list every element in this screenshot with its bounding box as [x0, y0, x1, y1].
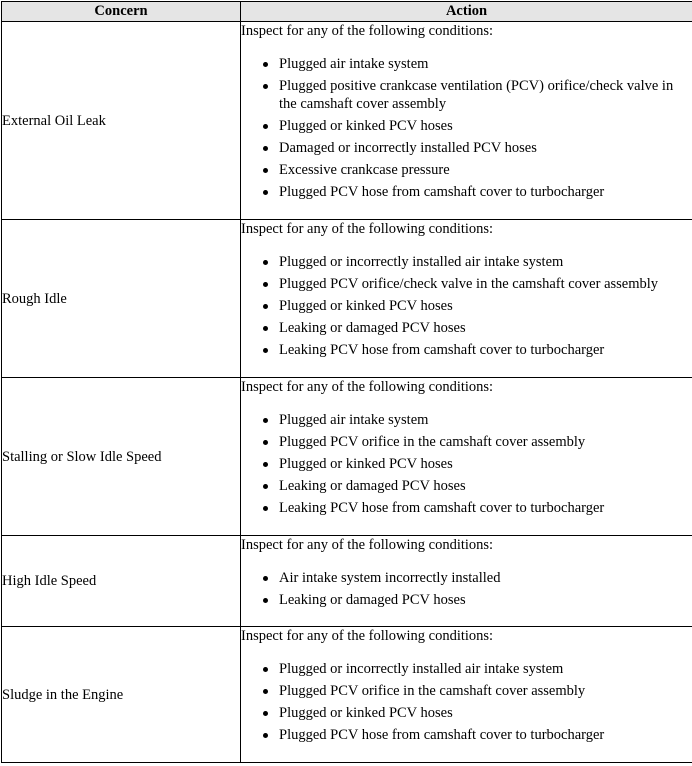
bullet-icon — [263, 124, 268, 129]
bullet-icon — [263, 190, 268, 195]
condition-item — [279, 682, 692, 700]
bullet-icon — [263, 711, 268, 716]
condition-text: Plugged or incorrectly installed air intake system — [279, 661, 563, 677]
bullet-icon — [263, 260, 268, 265]
condition-text: Plugged or kinked PCV hoses — [279, 298, 453, 314]
condition-text: Plugged or kinked PCV hoses — [279, 705, 453, 721]
inspect-intro: Inspect for any of the following conditions: — [241, 627, 692, 645]
condition-list — [241, 660, 692, 744]
condition-item — [279, 139, 692, 157]
condition-item — [279, 569, 692, 587]
condition-list — [241, 569, 692, 609]
condition-text: Leaking or damaged PCV hoses — [279, 478, 466, 494]
condition-text: Plugged air intake system — [279, 56, 428, 72]
bullet-icon — [263, 168, 268, 173]
condition-text: Plugged or kinked PCV hoses — [279, 456, 453, 472]
condition-text: Plugged PCV orifice in the camshaft cover assembly — [279, 683, 585, 699]
condition-item — [279, 726, 692, 744]
table-row — [2, 536, 692, 627]
condition-list — [241, 411, 692, 517]
condition-list — [241, 55, 692, 201]
condition-item — [279, 704, 692, 722]
condition-text: Leaking PCV hose from camshaft cover to turbocharger — [279, 342, 604, 358]
condition-item — [279, 55, 692, 73]
condition-item — [279, 455, 692, 473]
condition-list — [241, 253, 692, 359]
diagnostic-table — [1, 1, 692, 763]
bullet-icon — [263, 62, 268, 67]
condition-item — [279, 591, 692, 609]
inspect-intro: Inspect for any of the following conditions: — [241, 220, 692, 238]
condition-item — [279, 183, 692, 201]
inspect-intro: Inspect for any of the following conditions: — [241, 22, 692, 40]
bullet-icon — [263, 348, 268, 353]
condition-text: Damaged or incorrectly installed PCV hoses — [279, 140, 537, 156]
bullet-icon — [263, 418, 268, 423]
condition-item — [279, 117, 692, 135]
condition-text: Leaking or damaged PCV hoses — [279, 592, 466, 608]
condition-text: Plugged PCV orifice/check valve in the camshaft cover assembly — [279, 276, 658, 292]
concern-column-header: Concern — [2, 2, 241, 22]
action-cell — [241, 627, 692, 763]
bullet-icon — [263, 598, 268, 603]
inspect-intro: Inspect for any of the following conditions: — [241, 378, 692, 396]
condition-text: Plugged positive crankcase ventilation (PCV) orifice/check valve in the camshaft cover assembly — [279, 78, 673, 112]
concern-cell: High Idle Speed — [2, 536, 241, 627]
condition-text: Leaking or damaged PCV hoses — [279, 320, 466, 336]
condition-item — [279, 411, 692, 429]
condition-text: Plugged or incorrectly installed air intake system — [279, 254, 563, 270]
action-column-header: Action — [241, 2, 692, 22]
condition-item — [279, 341, 692, 359]
bullet-icon — [263, 576, 268, 581]
table-row — [2, 22, 692, 220]
condition-item — [279, 161, 692, 179]
condition-item — [279, 77, 692, 113]
table-row — [2, 627, 692, 763]
bullet-icon — [263, 326, 268, 331]
concern-cell: Stalling or Slow Idle Speed — [2, 378, 241, 536]
condition-text: Plugged or kinked PCV hoses — [279, 118, 453, 134]
bullet-icon — [263, 484, 268, 489]
condition-item — [279, 433, 692, 451]
bullet-icon — [263, 304, 268, 309]
bullet-icon — [263, 282, 268, 287]
condition-text: Plugged PCV hose from camshaft cover to turbocharger — [279, 727, 604, 743]
bullet-icon — [263, 462, 268, 467]
concern-cell: Rough Idle — [2, 220, 241, 378]
condition-text: Plugged PCV hose from camshaft cover to turbocharger — [279, 184, 604, 200]
bullet-icon — [263, 506, 268, 511]
table-row — [2, 378, 692, 536]
action-cell — [241, 220, 692, 378]
table-row — [2, 220, 692, 378]
bullet-icon — [263, 733, 268, 738]
bullet-icon — [263, 84, 268, 89]
action-cell — [241, 536, 692, 627]
condition-item — [279, 499, 692, 517]
condition-item — [279, 297, 692, 315]
condition-item — [279, 319, 692, 337]
action-cell — [241, 378, 692, 536]
bullet-icon — [263, 440, 268, 445]
concern-cell: Sludge in the Engine — [2, 627, 241, 763]
condition-text: Air intake system incorrectly installed — [279, 570, 500, 586]
inspect-intro: Inspect for any of the following conditions: — [241, 536, 692, 554]
condition-item — [279, 253, 692, 271]
condition-item — [279, 275, 692, 293]
condition-item — [279, 477, 692, 495]
header-row — [2, 2, 692, 22]
action-cell — [241, 22, 692, 220]
condition-text: Leaking PCV hose from camshaft cover to turbocharger — [279, 500, 604, 516]
concern-cell: External Oil Leak — [2, 22, 241, 220]
condition-text: Plugged PCV orifice in the camshaft cover assembly — [279, 434, 585, 450]
condition-text: Excessive crankcase pressure — [279, 162, 450, 178]
bullet-icon — [263, 667, 268, 672]
condition-item — [279, 660, 692, 678]
bullet-icon — [263, 689, 268, 694]
condition-text: Plugged air intake system — [279, 412, 428, 428]
bullet-icon — [263, 146, 268, 151]
